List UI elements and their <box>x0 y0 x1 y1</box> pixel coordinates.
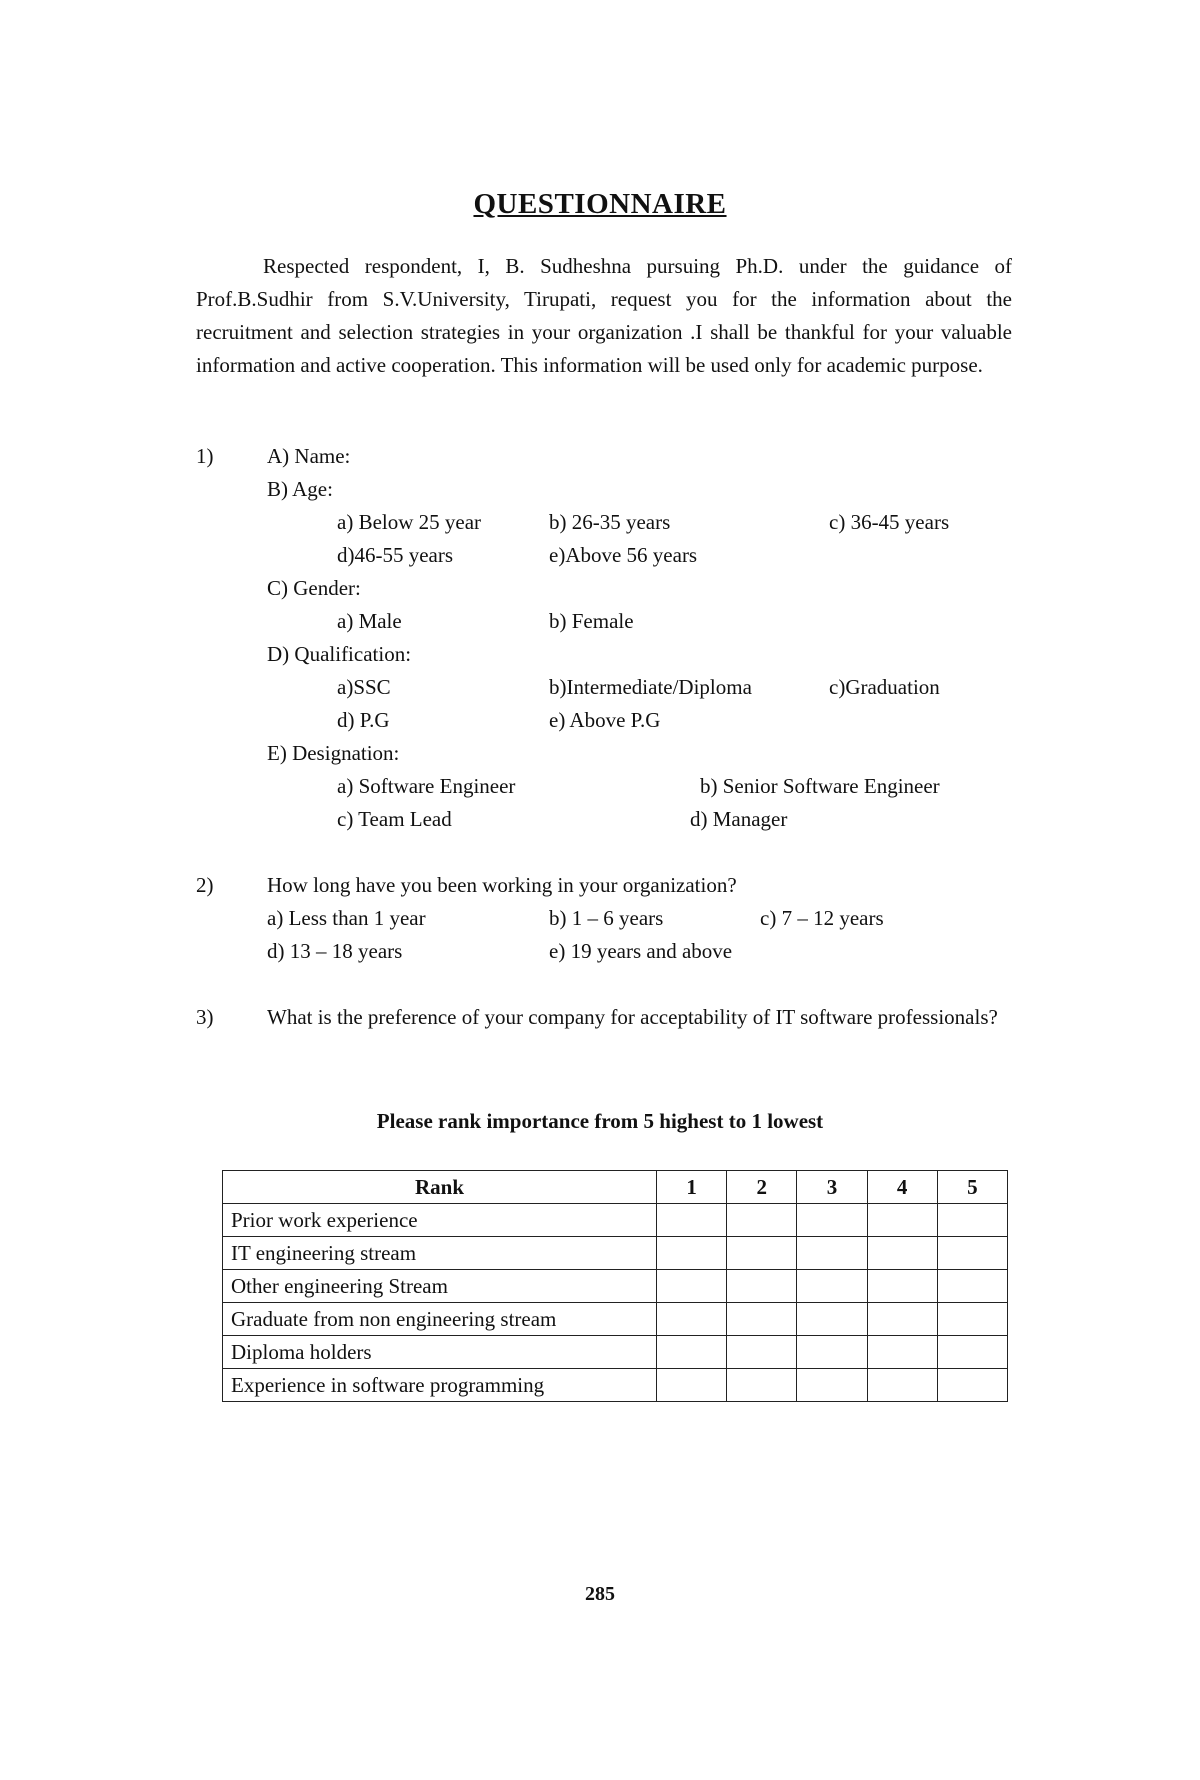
intro-paragraph: Respected respondent, I, B. Sudheshna pursuing Ph.D. under the guidance of Prof.B.Sudhir from S.V.University, Tirupati, request you for the information about the recruitment and selection strategies in your organization .I shall be thankful for your valuable information and active cooperation. This information will be used only for academic purpose. <box>196 254 1012 377</box>
qualification-label: D) Qualification: <box>267 642 412 666</box>
page-title: QUESTIONNAIRE <box>473 188 727 220</box>
rank-cell[interactable] <box>727 1270 797 1303</box>
rank-header-5: 5 <box>937 1171 1007 1204</box>
q2-number: 2) <box>196 873 214 897</box>
rank-cell[interactable] <box>937 1237 1007 1270</box>
rank-cell[interactable] <box>937 1204 1007 1237</box>
age-option-a: a) Below 25 year <box>337 510 482 534</box>
rank-row-label: Graduate from non engineering stream <box>223 1303 657 1336</box>
designation-option-d: d) Manager <box>690 807 788 831</box>
rank-cell[interactable] <box>797 1237 867 1270</box>
rank-row-label: Diploma holders <box>223 1336 657 1369</box>
rank-cell[interactable] <box>937 1270 1007 1303</box>
designation-option-a: a) Software Engineer <box>337 774 516 798</box>
rank-cell[interactable] <box>797 1303 867 1336</box>
age-option-e: e)Above 56 years <box>549 543 698 567</box>
q3-text: What is the preference of your company for acceptability of IT software professionals? <box>267 1005 998 1029</box>
rank-cell[interactable] <box>657 1303 727 1336</box>
rank-instruction: Please rank importance from 5 highest to 1 lowest <box>376 1109 824 1133</box>
age-option-d: d)46-55 years <box>337 543 454 567</box>
qualification-option-a: a)SSC <box>337 675 391 699</box>
rank-cell[interactable] <box>867 1270 937 1303</box>
rank-cell[interactable] <box>797 1204 867 1237</box>
rank-cell[interactable] <box>727 1303 797 1336</box>
q2-option-d: d) 13 – 18 years <box>267 939 403 963</box>
designation-option-c: c) Team Lead <box>337 807 452 831</box>
rank-header-1: 1 <box>657 1171 727 1204</box>
rank-header-2: 2 <box>727 1171 797 1204</box>
rank-cell[interactable] <box>797 1336 867 1369</box>
rank-cell[interactable] <box>657 1237 727 1270</box>
rank-cell[interactable] <box>657 1336 727 1369</box>
qualification-option-b: b)Intermediate/Diploma <box>549 675 752 699</box>
q3-number: 3) <box>196 1005 214 1029</box>
q2-option-b: b) 1 – 6 years <box>549 906 664 930</box>
rank-table <box>222 1170 1008 1402</box>
rank-cell[interactable] <box>867 1204 937 1237</box>
q2-option-e: e) 19 years and above <box>549 939 733 963</box>
page-number: 285 <box>585 1583 615 1605</box>
qualification-option-d: d) P.G <box>337 708 390 732</box>
rank-cell[interactable] <box>727 1336 797 1369</box>
q2-text: How long have you been working in your organization? <box>267 873 737 897</box>
table-row <box>223 1204 1008 1237</box>
rank-row-label: Experience in software programming <box>223 1369 657 1402</box>
rank-cell[interactable] <box>727 1204 797 1237</box>
rank-header-3: 3 <box>797 1171 867 1204</box>
rank-cell[interactable] <box>867 1303 937 1336</box>
designation-option-b: b) Senior Software Engineer <box>700 774 940 798</box>
age-label: B) Age: <box>267 477 333 501</box>
table-row <box>223 1237 1008 1270</box>
table-row <box>223 1270 1008 1303</box>
rank-cell[interactable] <box>797 1270 867 1303</box>
gender-option-b: b) Female <box>549 609 634 633</box>
age-option-c: c) 36-45 years <box>829 510 950 534</box>
rank-cell[interactable] <box>727 1369 797 1402</box>
q2-option-c: c) 7 – 12 years <box>760 906 884 930</box>
name-label: A) Name: <box>267 444 351 468</box>
q1-number: 1) <box>196 444 214 468</box>
rank-header-label: Rank <box>223 1171 657 1204</box>
rank-row-label: IT engineering stream <box>223 1237 657 1270</box>
table-row <box>223 1336 1008 1369</box>
table-row <box>223 1369 1008 1402</box>
rank-cell[interactable] <box>797 1369 867 1402</box>
rank-cell[interactable] <box>657 1369 727 1402</box>
qualification-option-c: c)Graduation <box>829 675 940 699</box>
gender-option-a: a) Male <box>337 609 402 633</box>
age-option-b: b) 26-35 years <box>549 510 671 534</box>
rank-cell[interactable] <box>937 1369 1007 1402</box>
rank-cell[interactable] <box>937 1336 1007 1369</box>
designation-label: E) Designation: <box>267 741 400 765</box>
qualification-option-e: e) Above P.G <box>549 708 661 732</box>
rank-cell[interactable] <box>867 1237 937 1270</box>
rank-cell[interactable] <box>727 1237 797 1270</box>
rank-cell[interactable] <box>867 1369 937 1402</box>
rank-row-label: Other engineering Stream <box>223 1270 657 1303</box>
q2-option-a: a) Less than 1 year <box>267 906 426 930</box>
rank-table-header <box>223 1171 1008 1204</box>
rank-cell[interactable] <box>657 1204 727 1237</box>
gender-label: C) Gender: <box>267 576 361 600</box>
rank-cell[interactable] <box>937 1303 1007 1336</box>
rank-header-4: 4 <box>867 1171 937 1204</box>
rank-row-label: Prior work experience <box>223 1204 657 1237</box>
table-row <box>223 1303 1008 1336</box>
rank-cell[interactable] <box>657 1270 727 1303</box>
rank-cell[interactable] <box>867 1336 937 1369</box>
